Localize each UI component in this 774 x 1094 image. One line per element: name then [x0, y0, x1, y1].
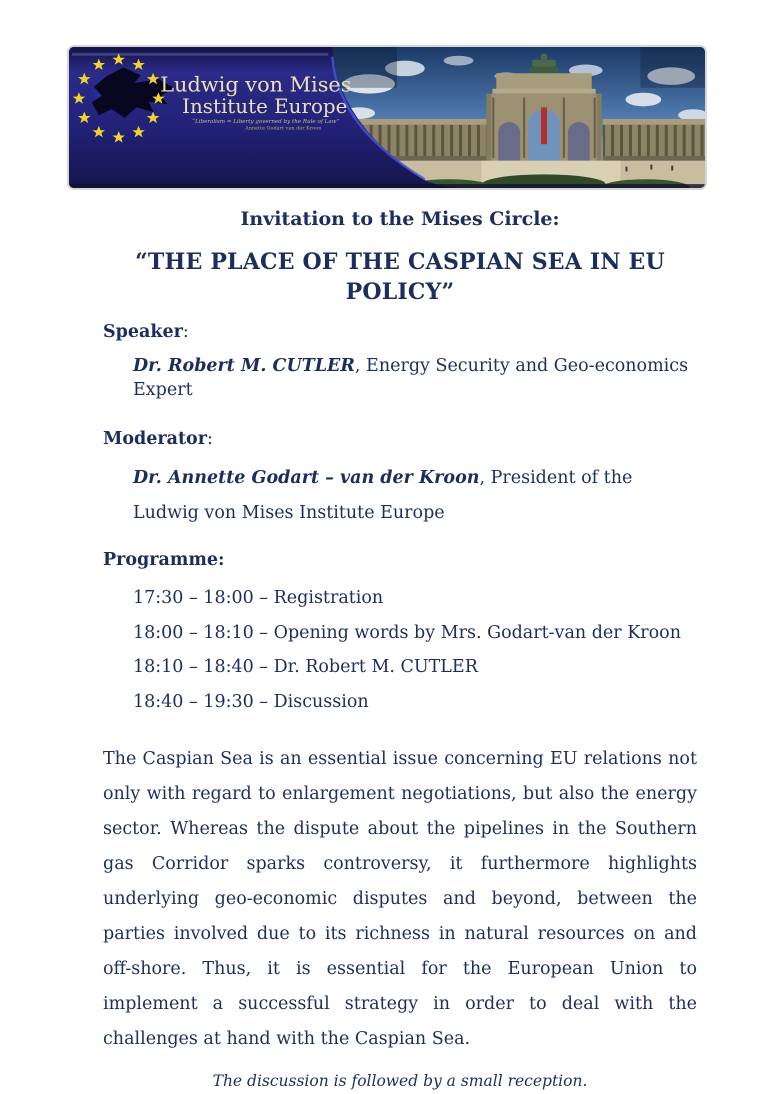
reception-note: The discussion is followed by a small reception. — [212, 1072, 588, 1090]
document-body — [103, 196, 697, 1092]
institute-banner — [67, 45, 707, 190]
programme-item: 18:10 – 18:40 – Dr. Robert M. CUTLER — [133, 657, 478, 677]
event-description: The Caspian Sea is an essential issue concerning EU relations not only with regard to enlargement negotiations, but also the energy sector. Whereas the dispute about the pipelines in the Southern gas Corridor sparks controversy, it furthermore highlights underlying geo-economic disputes and beyond, between the parties involved due to its richness in natural resources on and off-shore. Thus, it is essential for the European Union to implement a successful strategy in order to deal with the challenges at hand with the Caspian Sea. — [103, 749, 697, 1049]
banner-graphic — [69, 47, 705, 188]
event-title: “THE PLACE OF THE CASPIAN SEA IN EU POLICY” — [135, 249, 665, 305]
moderator-label-text: Moderator — [103, 429, 207, 449]
logo-title-line1: Ludwig von Mises — [160, 72, 352, 97]
programme-label — [103, 548, 697, 572]
moderator-label-colon: : — [206, 429, 213, 449]
moderator-label — [103, 427, 697, 451]
speaker-label — [103, 320, 697, 344]
programme-item: 18:00 – 18:10 – Opening words by Mrs. Godart-van der Kroon — [133, 622, 681, 643]
programme-label-colon: : — [218, 550, 225, 570]
programme-item: 18:40 – 19:30 – Discussion — [133, 691, 369, 712]
moderator-name: Dr. Annette Godart – van der Kroon — [133, 468, 480, 488]
speaker-description: , Energy Security and Geo-economics Expert — [133, 356, 689, 400]
speaker-line — [103, 354, 697, 402]
flag — [541, 107, 547, 144]
speaker-label-colon: : — [182, 322, 189, 342]
programme-list — [103, 581, 697, 719]
logo-tagline-line1: “Liberalism = Liberty governed by the Rule of Law” — [192, 118, 340, 125]
speaker-name: Dr. Robert M. CUTLER — [133, 356, 355, 376]
logo-tagline-line2: Annette Godart van der Kroon — [245, 125, 322, 132]
programme-item: 17:30 – 18:00 – Registration — [133, 588, 384, 608]
moderator-line — [103, 461, 697, 531]
invitation-heading: Invitation to the Mises Circle: — [240, 208, 560, 230]
logo-title-line2: Institute Europe — [182, 95, 348, 119]
speaker-label-text: Speaker — [103, 322, 183, 342]
moderator-description: , President of the Ludwig von Mises Institute Europe — [133, 468, 633, 523]
programme-label-text: Programme — [103, 550, 219, 570]
